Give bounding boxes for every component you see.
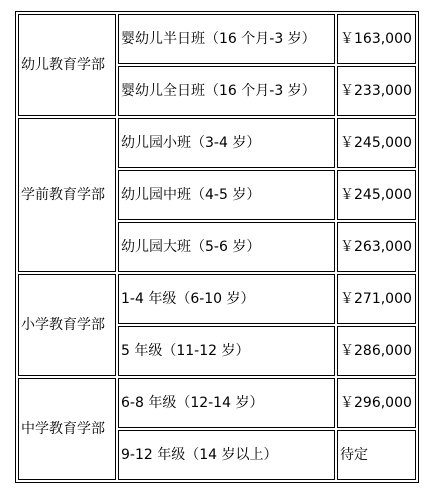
department-cell: 幼儿教育学部 — [18, 14, 116, 116]
class-cell: 9-12 年级（14 岁以上） — [118, 430, 335, 480]
fee-cell: ￥271,000 — [337, 274, 416, 324]
class-cell: 5 年级（11-12 岁） — [118, 326, 335, 376]
table-row — [18, 378, 416, 428]
class-cell: 婴幼儿半日班（16 个月-3 岁） — [118, 14, 335, 64]
fee-cell: 待定 — [337, 430, 416, 480]
department-cell: 小学教育学部 — [18, 274, 116, 376]
class-cell: 幼儿园大班（5-6 岁） — [118, 222, 335, 272]
fee-cell: ￥245,000 — [337, 170, 416, 220]
fee-table-container — [15, 11, 419, 483]
fee-cell: ￥163,000 — [337, 14, 416, 64]
department-cell: 学前教育学部 — [18, 118, 116, 272]
class-cell: 6-8 年级（12-14 岁） — [118, 378, 335, 428]
class-cell: 1-4 年级（6-10 岁） — [118, 274, 335, 324]
fee-cell: ￥296,000 — [337, 378, 416, 428]
class-cell: 幼儿园中班（4-5 岁） — [118, 170, 335, 220]
fee-cell: ￥263,000 — [337, 222, 416, 272]
fee-cell: ￥245,000 — [337, 118, 416, 168]
fee-cell: ￥233,000 — [337, 66, 416, 116]
table-row — [18, 118, 416, 168]
class-cell: 婴幼儿全日班（16 个月-3 岁） — [118, 66, 335, 116]
fee-cell: ￥286,000 — [337, 326, 416, 376]
tuition-fee-table — [15, 11, 419, 483]
table-row — [18, 274, 416, 324]
department-cell: 中学教育学部 — [18, 378, 116, 480]
class-cell: 幼儿园小班（3-4 岁） — [118, 118, 335, 168]
table-row — [18, 14, 416, 64]
